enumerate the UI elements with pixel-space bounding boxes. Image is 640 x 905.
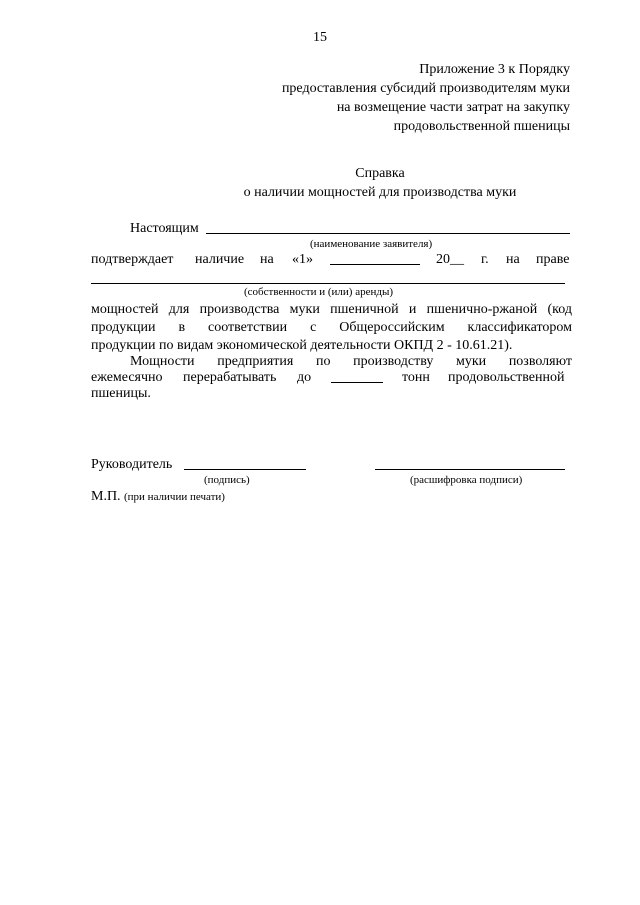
applicant-name-line[interactable] <box>206 233 570 234</box>
page-number: 15 <box>313 30 327 45</box>
on-word-2: на <box>506 252 520 267</box>
applicant-hint: (наименование заявителя) <box>310 238 433 250</box>
ownership-hint: (собственности и (или) аренды) <box>244 286 393 298</box>
paragraph-2-line-1: Мощности предприятия по производству муки позволяют <box>130 354 572 369</box>
year-prefix: 20__ <box>436 252 464 267</box>
signature-decode-line[interactable] <box>375 469 565 470</box>
title-line-1: Справка <box>355 166 405 181</box>
appendix-line-1: Приложение 3 к Порядку <box>419 62 570 77</box>
p2-word-monthly: ежемесячно <box>91 370 163 385</box>
p2-word-process: перерабатывать <box>183 370 277 385</box>
stamp-hint: (при наличии печати) <box>124 491 225 503</box>
appendix-header <box>282 60 570 136</box>
p2-word-upto: до <box>297 370 312 385</box>
confirms-word: подтверждает <box>91 252 174 267</box>
paragraph-1-line-2: продукции в соответствии с Общероссийским классификатором <box>91 320 572 335</box>
appendix-line-2: предоставления субсидий производителям муки <box>281 81 570 96</box>
stamp-label: М.П. <box>91 489 121 504</box>
signature-hint: (подпись) <box>204 474 250 486</box>
paragraph-1-line-3: продукции по видам экономической деятельности ОКПД 2 - 10.61.21). <box>91 338 513 353</box>
paragraph-2-line-3: пшеницы. <box>91 386 151 401</box>
present-label: Настоящим <box>130 221 199 236</box>
signature-line[interactable] <box>184 469 306 470</box>
head-label: Руководитель <box>91 457 173 472</box>
document-title <box>0 164 640 202</box>
appendix-line-4: продовольственной пшеницы <box>393 119 570 134</box>
ownership-line[interactable] <box>91 283 565 284</box>
right-word: праве <box>536 252 570 267</box>
year-suffix: г. <box>481 252 489 267</box>
p2-word-tons: тонн <box>402 370 430 385</box>
decode-hint: (расшифровка подписи) <box>410 474 523 486</box>
appendix-line-3: на возмещение части затрат на закупку <box>336 100 570 115</box>
date-day: «1» <box>292 252 313 267</box>
p2-word-food: продовольственной <box>448 370 565 385</box>
presence-word: наличие <box>195 252 245 267</box>
title-line-2: о наличии мощностей для производства муки <box>243 185 517 200</box>
paragraph-1-line-1: мощностей для производства муки пшеничной и пшенично-ржаной (код <box>91 302 572 317</box>
tonnage-blank[interactable] <box>331 382 383 383</box>
date-month-line[interactable] <box>330 264 420 265</box>
on-word: на <box>260 252 274 267</box>
